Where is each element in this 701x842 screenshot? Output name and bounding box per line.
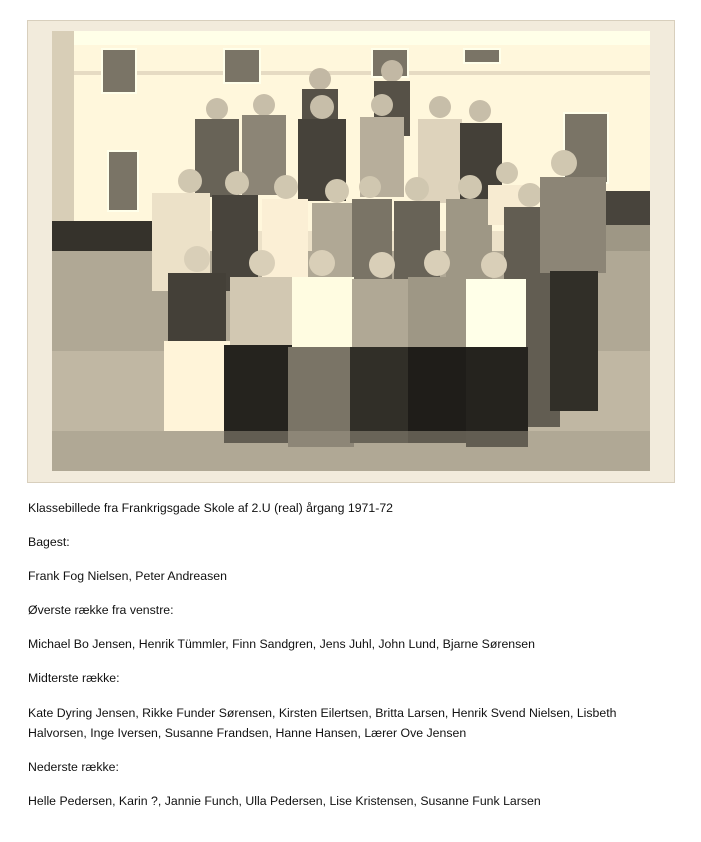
caption-top-names: Michael Bo Jensen, Henrik Tümmler, Finn Sandgren, Jens Juhl, John Lund, Bjarne Sørensen: [28, 637, 535, 651]
caption-top-heading: Øverste række fra venstre:: [28, 603, 174, 617]
caption-title: Klassebillede fra Frankrigsgade Skole af 2.U (real) årgang 1971-72: [28, 501, 394, 515]
caption-back-names: Frank Fog Nielsen, Peter Andreasen: [28, 569, 227, 583]
caption-bottom-heading: Nederste række:: [28, 760, 119, 774]
caption-back-heading: Bagest:: [28, 535, 70, 549]
class-photo-illustration: [52, 31, 650, 471]
caption-middle-heading: Midterste række:: [28, 671, 120, 685]
caption-bottom-names: Helle Pedersen, Karin ?, Jannie Funch, Ulla Pedersen, Lise Kristensen, Susanne Funk Larsen: [28, 794, 541, 808]
photo-frame: [28, 21, 674, 482]
caption-middle-names: Kate Dyring Jensen, Rikke Funder Sørensen, Kirsten Eilertsen, Britta Larsen, Henrik Svend Nielsen, Lisbeth Halvorsen, Inge Iversen, Susanne Frandsen, Hanne Hansen, Lærer Ove Jensen: [28, 706, 617, 740]
class-photo: [52, 31, 650, 471]
